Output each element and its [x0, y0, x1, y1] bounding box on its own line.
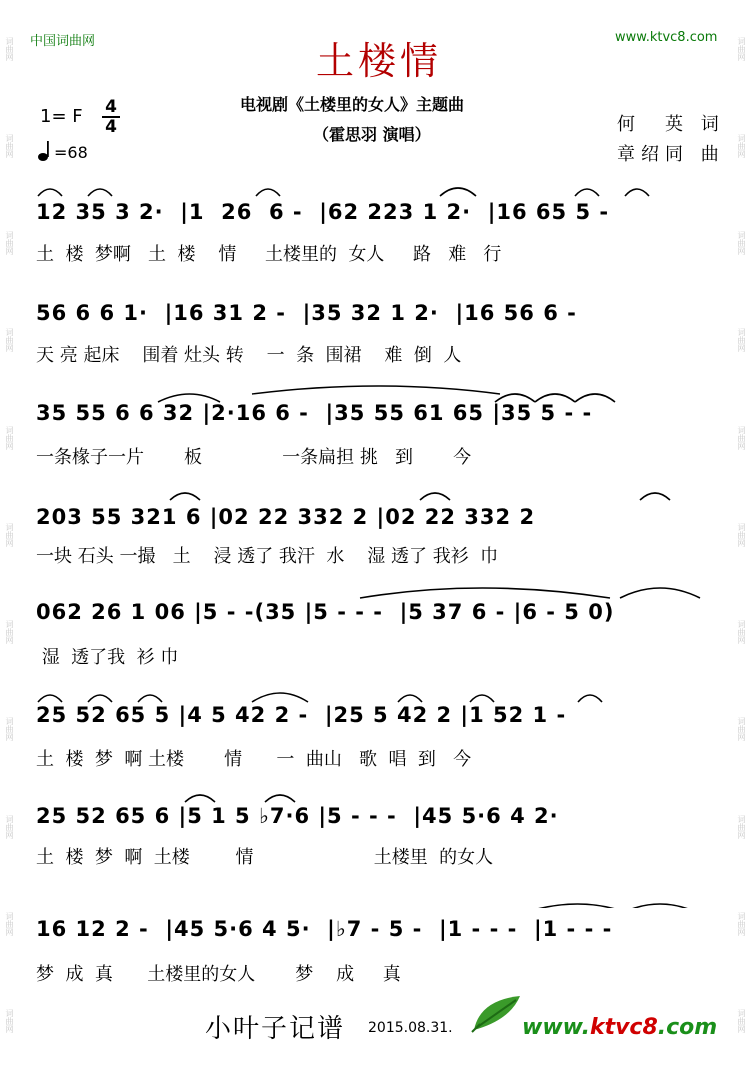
score-row-4-notes: 203 55 321 6 |02 22 332 2 |02 22 332 2	[36, 505, 536, 529]
score-row-8-lyrics: 梦 成 真 土楼里的女人 梦 成 真	[36, 964, 401, 985]
transcriber-signature: 小叶子记谱	[205, 1014, 346, 1044]
song-title: 土楼情	[316, 39, 443, 83]
transcription-date: 2015.08.31.	[368, 1020, 453, 1036]
right-watermark: 词曲网 词曲网 词曲网 词曲网 词曲网 词曲网 词曲网 词曲网 词曲网 词曲网 词曲网	[737, 36, 746, 1034]
slur-marks	[30, 178, 720, 908]
left-watermark: 词曲网 词曲网 词曲网 词曲网 词曲网 词曲网 词曲网 词曲网 词曲网 词曲网 词曲网	[5, 36, 14, 1034]
score-row-3-notes: 35 55 6 6 32 |2·16 6 - |35 55 61 65 |35 5 - -	[36, 401, 593, 425]
score-row-7-lyrics: 土 楼 梦 啊 土楼 情 土楼里 的女人	[36, 847, 494, 868]
footer-url-suffix: .com	[657, 1015, 718, 1040]
footer-url-prefix: www.	[522, 1015, 590, 1040]
tempo: =68	[54, 143, 88, 162]
score-row-2-notes: 56 6 6 1· |16 31 2 - |35 32 1 2· |16 56 6 -	[36, 301, 577, 325]
song-subtitle: 电视剧《土楼里的女人》主题曲	[240, 95, 465, 114]
score-row-7-notes: 25 52 65 6 |5 1 5 ♭7·6 |5 - - - |45 5·6 4 2·	[36, 804, 559, 828]
footer-url[interactable]	[522, 1015, 717, 1040]
score-row-3-lyrics: 一条椽子一片 板 一条扁担 挑 到 今	[36, 447, 472, 468]
time-bottom: 4	[102, 116, 120, 136]
site-name: 中国词曲网	[30, 34, 96, 49]
site-url: www.ktvc8.com	[615, 30, 718, 45]
score-row-6-lyrics: 土 楼 梦 啊 土楼 情 一 曲山 歌 唱 到 今	[36, 749, 472, 770]
lyricist: 何 英 词	[617, 114, 725, 135]
score-row-1-notes: 12 35 3 2· |1 26 6 - |62 223 1 2· |16 65 5 -	[36, 200, 610, 224]
score-row-5-notes: 062 26 1 06 |5 - -(35 |5 - - - |5 37 6 - |6 - 5 0)	[36, 600, 615, 624]
composer: 章绍同 曲	[617, 144, 725, 165]
key-signature: 1= F	[40, 106, 83, 127]
score-row-2-lyrics: 天 亮 起床 围着 灶头 转 一 条 围裙 难 倒 人	[36, 345, 462, 366]
time-top: 4	[105, 97, 117, 117]
score-row-1-lyrics: 土 楼 梦啊 土 楼 情 土楼里的 女人 路 难 行	[36, 244, 502, 265]
score-row-5-lyrics: 湿 透了我 衫 巾	[36, 647, 179, 668]
time-signature	[102, 98, 120, 136]
quarter-note-icon	[38, 140, 52, 162]
leaf-logo-icon	[470, 990, 530, 1034]
score-row-6-notes: 25 52 65 5 |4 5 42 2 - |25 5 42 2 |1 52 1 -	[36, 703, 567, 727]
footer-url-brand: ktvc8	[589, 1015, 658, 1040]
singer: （霍思羽 演唱）	[313, 125, 431, 144]
score-row-4-lyrics: 一块 石头 一撮 土 浸 透了 我汗 水 湿 透了 我衫 巾	[36, 546, 499, 567]
score-row-8-notes: 16 12 2 - |45 5·6 4 5· |♭7 - 5 - |1 - - - |1 - - -	[36, 917, 613, 941]
